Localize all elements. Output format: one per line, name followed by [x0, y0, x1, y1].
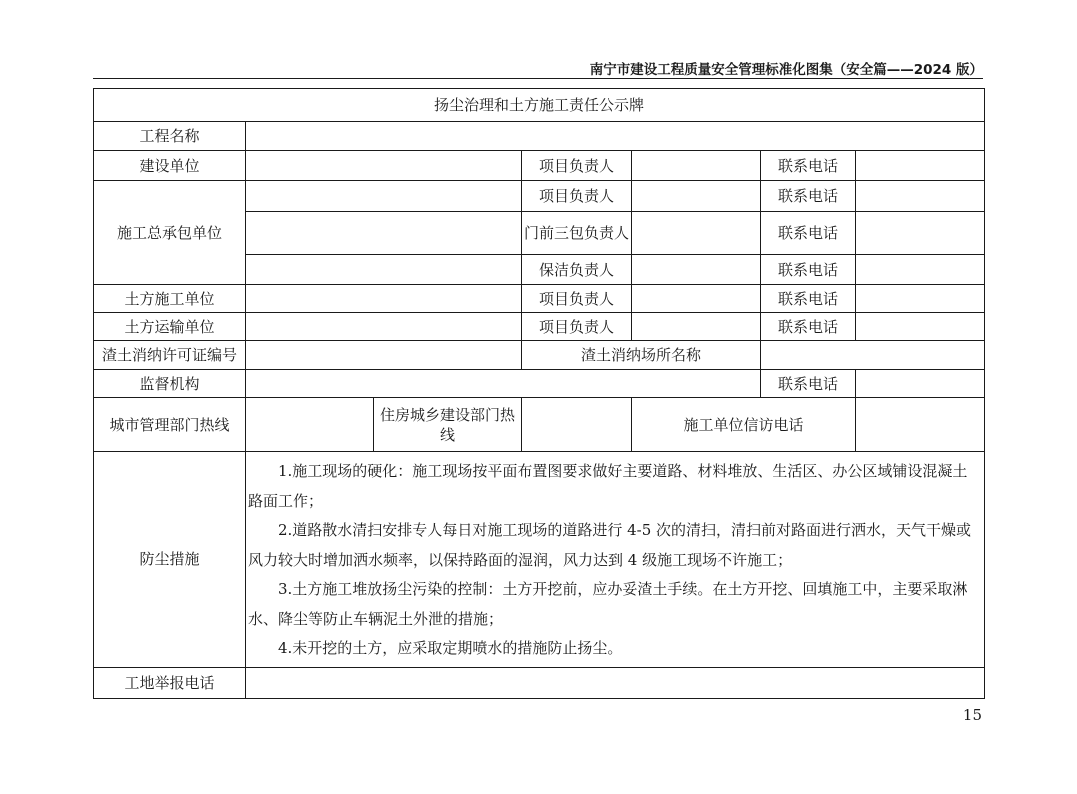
- muck-permit-no-value: [246, 341, 522, 370]
- page-number: 15: [962, 706, 982, 724]
- earthwork-construction-unit-label: 土方施工单位: [94, 285, 246, 313]
- housing-dept-hotline-value: [522, 398, 632, 452]
- role-label: 项目负责人: [522, 285, 632, 313]
- role-value: [632, 313, 761, 341]
- earthwork-transport-unit-value: [246, 313, 522, 341]
- muck-site-name-value: [761, 341, 985, 370]
- contact-phone-value: [856, 255, 985, 285]
- muck-permit-no-label: 渣土消纳许可证编号: [94, 341, 246, 370]
- supervision-agency-label: 监督机构: [94, 370, 246, 398]
- dust-measures-label: 防尘措施: [94, 452, 246, 668]
- role-label: 项目负责人: [522, 151, 632, 181]
- contact-phone-label: 联系电话: [761, 313, 856, 341]
- measure-item: 2.道路散水清扫安排专人每日对施工现场的道路进行 4-5 次的清扫，清扫前对路面进行洒水，天气干燥或风力较大时增加洒水频率，以保持路面的湿润，风力达到 4 级施工现场不许施工；: [248, 521, 972, 569]
- role-label: 项目负责人: [522, 181, 632, 212]
- muck-site-name-label: 渣土消纳场所名称: [522, 341, 761, 370]
- project-name-value: [246, 122, 985, 151]
- complaint-phone-value: [856, 398, 985, 452]
- earthwork-construction-unit-value: [246, 285, 522, 313]
- city-management-hotline-label: 城市管理部门热线: [94, 398, 246, 452]
- contact-phone-label: 联系电话: [761, 285, 856, 313]
- contact-phone-value: [856, 370, 985, 398]
- dust-measures-content: [246, 452, 985, 668]
- contact-phone-value: [856, 151, 985, 181]
- general-contractor-value: [246, 255, 522, 285]
- city-management-hotline-value: [246, 398, 374, 452]
- report-phone-value: [246, 667, 985, 698]
- dust-control-notice-table: [93, 88, 985, 699]
- complaint-phone-label: 施工单位信访电话: [632, 398, 856, 452]
- measure-item: 3.土方施工堆放扬尘污染的控制：土方开挖前，应办妥渣土手续。在土方开挖、回填施工中，主要采取淋水、降尘等防止车辆泥土外泄的措施；: [248, 580, 968, 628]
- role-value: [632, 181, 761, 212]
- earthwork-transport-unit-label: 土方运输单位: [94, 313, 246, 341]
- contact-phone-label: 联系电话: [761, 212, 856, 255]
- role-label: 门前三包负责人: [522, 212, 632, 255]
- table-title: 扬尘治理和土方施工责任公示牌: [94, 89, 985, 122]
- report-phone-label: 工地举报电话: [94, 667, 246, 698]
- contact-phone-value: [856, 212, 985, 255]
- measure-item: 1.施工现场的硬化：施工现场按平面布置图要求做好主要道路、材料堆放、生活区、办公区域铺设混凝土路面工作；: [248, 462, 968, 510]
- role-value: [632, 151, 761, 181]
- general-contractor-value: [246, 212, 522, 255]
- general-contractor-value: [246, 181, 522, 212]
- contact-phone-label: 联系电话: [761, 181, 856, 212]
- construction-unit-value: [246, 151, 522, 181]
- role-value: [632, 285, 761, 313]
- role-label: 保洁负责人: [522, 255, 632, 285]
- document-header: 南宁市建设工程质量安全管理标准化图集（安全篇——2024 版）: [589, 62, 983, 78]
- role-label: 项目负责人: [522, 313, 632, 341]
- supervision-agency-value: [246, 370, 761, 398]
- housing-dept-hotline-label: 住房城乡建设部门热线: [374, 398, 522, 452]
- contact-phone-value: [856, 181, 985, 212]
- contact-phone-label: 联系电话: [761, 151, 856, 181]
- contact-phone-label: 联系电话: [761, 370, 856, 398]
- project-name-label: 工程名称: [94, 122, 246, 151]
- measure-item: 4.未开挖的土方，应采取定期喷水的措施防止扬尘。: [278, 639, 623, 657]
- role-value: [632, 255, 761, 285]
- construction-unit-label: 建设单位: [94, 151, 246, 181]
- header-divider: [93, 78, 983, 79]
- contact-phone-label: 联系电话: [761, 255, 856, 285]
- contact-phone-value: [856, 285, 985, 313]
- general-contractor-label: 施工总承包单位: [94, 181, 246, 285]
- contact-phone-value: [856, 313, 985, 341]
- role-value: [632, 212, 761, 255]
